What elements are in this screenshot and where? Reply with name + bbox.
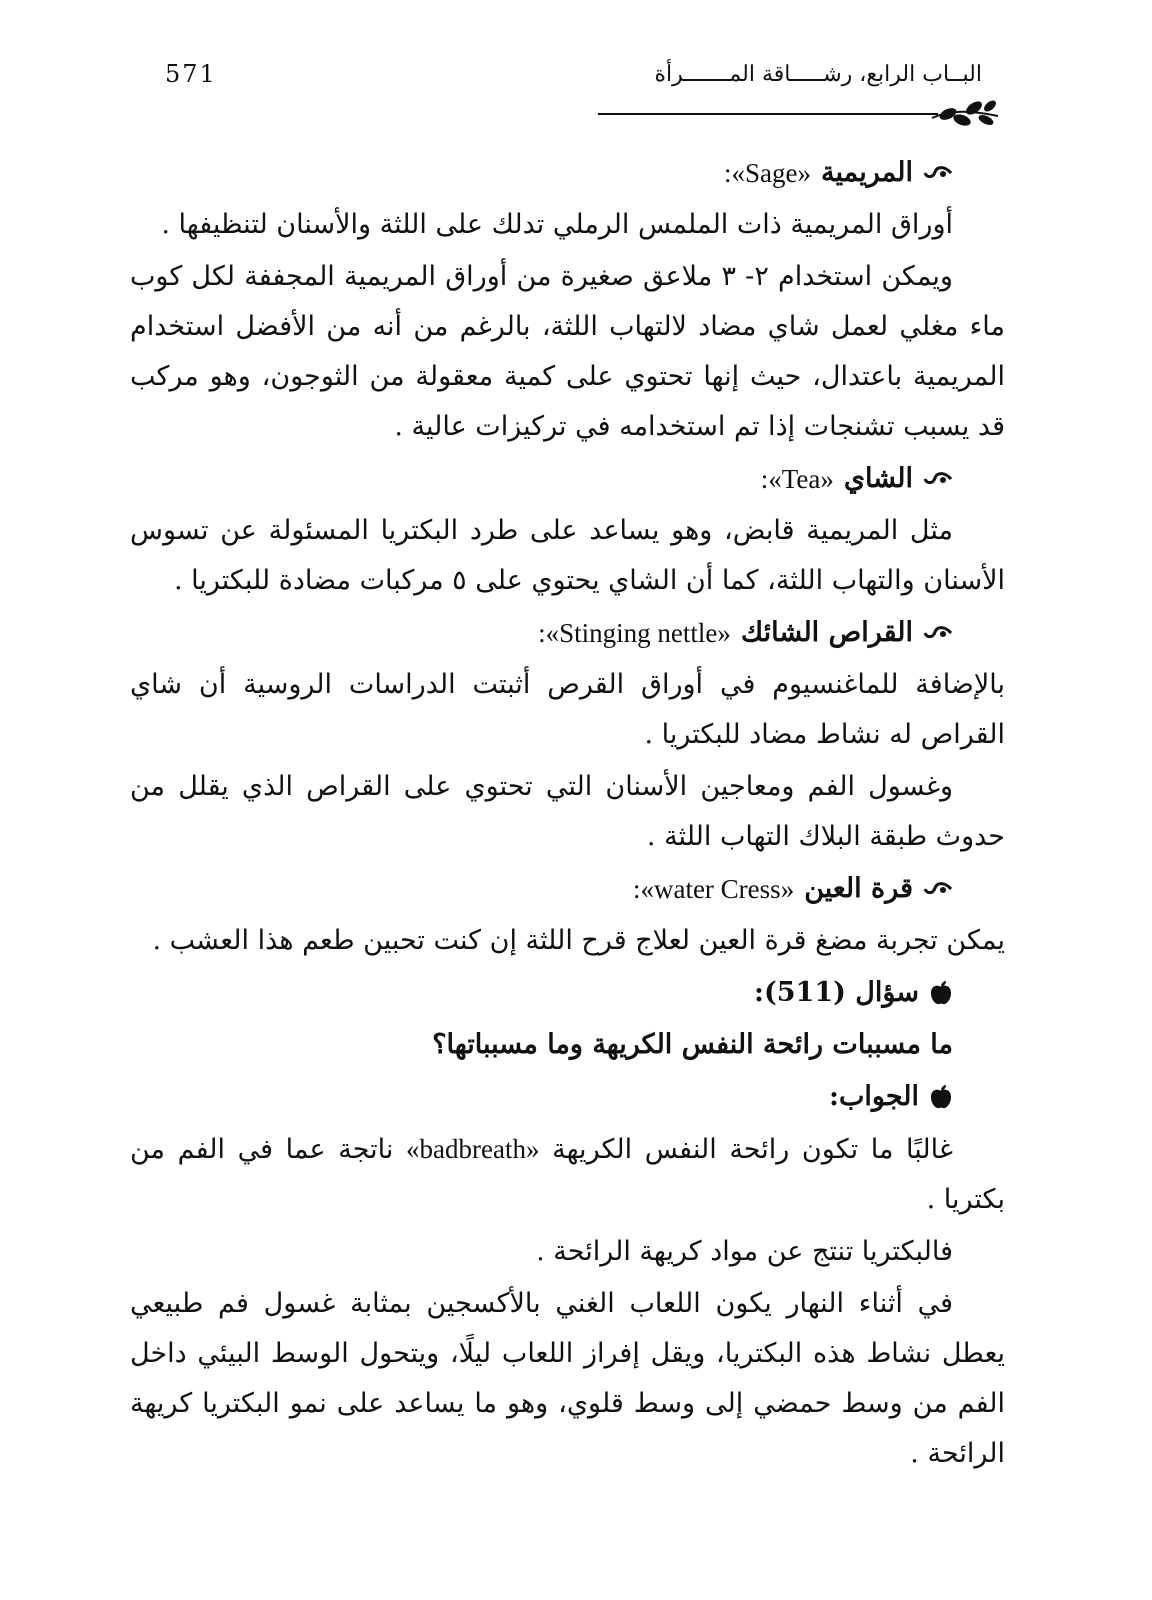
section-heading-nettle: [130, 608, 1005, 658]
paragraph: يمكن تجربة مضغ قرة العين لعلاج قرح اللثة إن كنت تحبين طعم هذا العشب .: [152, 925, 1005, 956]
heading-arabic: قرة العين: [804, 873, 913, 904]
running-header: البــاب الرابع، رشـــــاقة المـــــــرأة: [654, 62, 982, 87]
swirl-bullet-icon: [923, 164, 953, 182]
heading-latin: «Sage»:: [724, 158, 812, 188]
answer-label: الجواب:: [829, 1081, 919, 1112]
heading-arabic: المريمية: [821, 157, 913, 188]
swirl-bullet-icon: [923, 624, 953, 642]
heading-latin: «Tea»:: [760, 464, 834, 494]
leaf-ornament-icon: [930, 96, 1000, 130]
answer-term: «badbreath»: [406, 1134, 540, 1164]
section-heading-sage: [130, 148, 1005, 198]
paragraph: ويمكن استخدام ٢- ٣ ملاعق صغيرة من أوراق المريمية المجففة لكل كوب ماء مغلي لعمل شاي مضاد لالتهاب اللثة، بالرغم من أنه من الأفضل استخدام المريمية باعتدال، حيث إنها تحتوي على كمية معقولة من الثوجون، وهو مركب قد يسبب تشنجات إذا تم استخدامه في تركيزات عالية .: [130, 261, 1005, 442]
answer-text-after: ناتجة عما في الفم من بكتريا .: [130, 1134, 1005, 1215]
paragraph: مثل المريمية قابض، وهو يساعد على طرد البكتريا المسئولة عن تسوس الأسنان والتهاب اللثة، كما أن الشاي يحتوي على ٥ مركبات مضادة للبكتريا .: [130, 515, 1005, 596]
page-number: 571: [165, 60, 217, 88]
paragraph: أوراق المريمية ذات الملمس الرملي تدلك على اللثة والأسنان لتنظيفها .: [161, 209, 953, 240]
answer-heading: [130, 1072, 1005, 1122]
paragraph: بالإضافة للماغنسيوم في أوراق القرص أثبتت الدراسات الروسية أن شاي القراص له نشاط مضاد للبكتريا .: [130, 669, 1005, 750]
paragraph: [130, 1124, 1005, 1225]
header-rule: [598, 113, 938, 115]
paragraph: وغسول الفم ومعاجين الأسنان التي تحتوي على القراص الذي يقلل من حدوث طبقة البلاك التهاب اللثة .: [130, 771, 1005, 852]
apple-icon: [929, 980, 953, 1006]
question-text: ما مسببات رائحة النفس الكريهة وما مسبباتها؟: [432, 1029, 953, 1060]
paragraph: فالبكتريا تنتج عن مواد كريهة الرائحة .: [536, 1236, 953, 1267]
paragraph: في أثناء النهار يكون اللعاب الغني بالأكسجين بمثابة غسول فم طبيعي يعطل نشاط هذه البكتريا، ويقل إفراز اللعاب ليلًا، ويتحول الوسط البيئي داخل الفم من وسط حمضي إلى وسط قلوي، وهو ما يساعد على نمو البكتريا كريهة الرائحة .: [130, 1288, 1005, 1469]
heading-latin: «water Cress»:: [632, 874, 795, 904]
heading-latin: «Stinging nettle»:: [538, 618, 731, 648]
question-label: سؤال (511):: [754, 977, 919, 1008]
swirl-bullet-icon: [923, 880, 953, 898]
page-content: [130, 148, 1005, 1481]
heading-arabic: الشاي: [843, 463, 913, 494]
section-heading-tea: [130, 454, 1005, 504]
apple-icon: [929, 1084, 953, 1110]
swirl-bullet-icon: [923, 470, 953, 488]
answer-text-before: غالبًا ما تكون رائحة النفس الكريهة: [552, 1134, 954, 1165]
heading-arabic: القراص الشائك: [740, 617, 913, 648]
question-heading: [130, 968, 1005, 1018]
section-heading-cress: [130, 864, 1005, 914]
